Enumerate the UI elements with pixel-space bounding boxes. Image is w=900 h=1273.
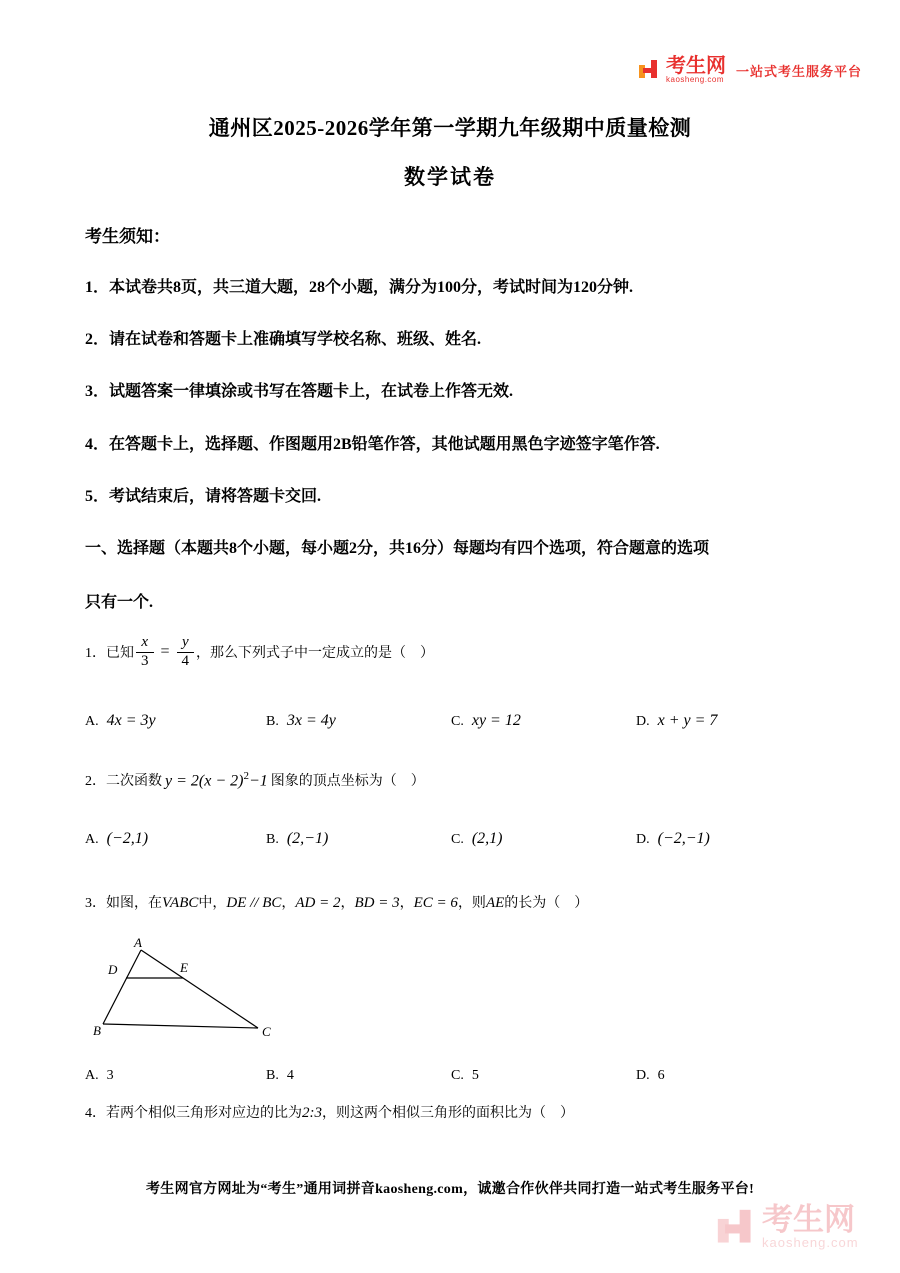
question-3 — [85, 892, 588, 912]
fraction-y-over-4 — [177, 634, 195, 670]
option-formula: (−2,1) — [106, 830, 149, 847]
ae-segment: AE — [485, 895, 505, 911]
notice-item-3: 3．试题答案一律填涂或书写在答题卡上，在试卷上作答无效. — [85, 383, 514, 400]
fraction-x-over-3 — [136, 634, 154, 670]
option-c — [451, 712, 636, 730]
option-c — [451, 1066, 636, 1084]
option-formula: (−2,−1) — [657, 830, 710, 847]
figure-label-b: B — [93, 1023, 101, 1038]
notice-heading: 考生须知： — [85, 227, 170, 246]
question-3-text: ，则 — [457, 896, 486, 911]
question-3-options — [85, 1066, 815, 1084]
formula-exponent: 2 — [243, 770, 249, 782]
question-1-prefix: 1．已知 — [85, 646, 134, 661]
option-formula: (2,1) — [471, 830, 503, 847]
fraction-denominator: 3 — [141, 652, 149, 669]
option-label: D. — [636, 832, 650, 847]
question-4 — [85, 1102, 574, 1122]
notice-item-1: 1．本试卷共8页，共三道大题，28个小题，满分为100分，考试时间为120分钟. — [85, 279, 634, 296]
option-formula: x + y = 7 — [657, 712, 718, 729]
option-d — [636, 712, 815, 730]
option-label: A. — [85, 714, 99, 729]
logo-text-block — [666, 56, 726, 85]
option-a — [85, 830, 266, 848]
option-label: B. — [266, 714, 279, 729]
page-subtitle: 数学试卷 — [404, 165, 496, 189]
option-label: D. — [636, 1068, 650, 1083]
fraction-numerator: x — [136, 634, 154, 652]
triangle-abc: VABC — [162, 895, 199, 911]
footer-watermark — [716, 1204, 859, 1252]
footer-note: 考生网官方网址为“考生”通用词拼音kaosheng.com，诚邀合作伙伴共同打造一站式考生服务平台! — [145, 1182, 755, 1197]
logo-domain-text: kaosheng.com — [666, 75, 725, 84]
fraction-denominator: 4 — [181, 652, 190, 669]
option-label: C. — [451, 1068, 464, 1083]
option-b — [266, 712, 451, 730]
question-3-text: 的长为（ ） — [504, 896, 589, 911]
figure-label-a: A — [134, 936, 142, 950]
kaosheng-logo-icon — [638, 58, 660, 82]
question-4-text: ，则这两个相似三角形的面积比为（ ） — [322, 1106, 574, 1121]
option-formula: 3x = 4y — [286, 712, 336, 729]
option-formula: xy = 12 — [471, 712, 521, 729]
option-value: 4 — [286, 1068, 294, 1083]
option-value: 5 — [471, 1068, 479, 1083]
figure-label-e: E — [180, 960, 188, 975]
option-label: B. — [266, 832, 279, 847]
page-title: 通州区2025-2026学年第一学期九年级期中质量检测 — [208, 116, 692, 140]
question-2 — [85, 770, 425, 790]
option-d — [636, 1066, 815, 1084]
option-label: C. — [451, 714, 464, 729]
notice-item-2: 2．请在试卷和答题卡上准确填写学校名称、班级、姓名. — [85, 331, 482, 348]
question-1-options — [85, 712, 815, 730]
bd-value: BD = 3 — [354, 895, 400, 911]
option-label: A. — [85, 832, 99, 847]
figure-label-d: D — [108, 962, 118, 977]
question-2-prefix: 2．二次函数 — [85, 774, 162, 790]
fraction-numerator: y — [177, 634, 195, 652]
option-value: 6 — [657, 1068, 665, 1083]
question-3-text: 中， — [198, 896, 227, 911]
section-1-heading-line-1: 一、选择题（本题共8个小题，每小题2分，共16分）每题均有四个选项，符合题意的选项 — [85, 540, 710, 557]
parallel-statement: DE // BC — [226, 895, 282, 911]
logo-tagline-text: 一站式考生服务平台 — [736, 63, 863, 79]
watermark-domain-text: kaosheng.com — [762, 1235, 859, 1250]
ec-value: EC = 6 — [413, 895, 458, 911]
question-3-text: ， — [340, 896, 355, 911]
option-formula: 4x = 3y — [106, 712, 156, 729]
ad-value: AD = 2 — [295, 895, 341, 911]
triangle-side-ac — [141, 950, 258, 1028]
question-3-text: ， — [281, 896, 296, 911]
question-4-text: 4．若两个相似三角形对应边的比为 — [85, 1106, 302, 1121]
question-3-text: 3．如图，在 — [85, 896, 162, 911]
option-label: C. — [451, 832, 464, 847]
question-3-text: ， — [399, 896, 414, 911]
option-label: D. — [636, 714, 650, 729]
logo-brand-text: 考生网 — [666, 55, 726, 77]
triangle-side-bc — [103, 1024, 258, 1028]
equals-sign: = — [160, 643, 170, 660]
question-2-options — [85, 830, 815, 848]
figure-label-c: C — [262, 1024, 271, 1039]
ratio-value: 2:3 — [302, 1105, 322, 1121]
option-b — [266, 1066, 451, 1084]
option-label: B. — [266, 1068, 279, 1083]
question-1 — [85, 630, 434, 674]
option-formula: (2,−1) — [286, 830, 329, 847]
option-value: 3 — [106, 1068, 114, 1083]
notice-item-5: 5．考试结束后，请将答题卡交回. — [85, 488, 322, 505]
question-3-figure — [93, 936, 283, 1040]
question-2-formula — [165, 770, 268, 790]
notice-item-4: 4．在答题卡上，选择题、作图题用2B铅笔作答，其他试题用黑色字迹签字笔作答. — [85, 436, 660, 453]
formula-main: y = 2(x − 2) — [165, 772, 244, 790]
kaosheng-watermark-icon — [716, 1205, 756, 1251]
question-2-suffix: 图象的顶点坐标为（ ） — [270, 774, 425, 790]
option-d — [636, 830, 815, 848]
option-a — [85, 1066, 266, 1084]
formula-tail: −1 — [248, 772, 268, 790]
watermark-brand-text: 考生网 — [762, 1202, 855, 1237]
option-b — [266, 830, 451, 848]
option-a — [85, 712, 266, 730]
option-c — [451, 830, 636, 848]
question-1-suffix: ，那么下列式子中一定成立的是（ ） — [196, 646, 435, 661]
watermark-text-block — [762, 1204, 859, 1252]
site-logo — [638, 56, 862, 85]
section-1-heading-line-2: 只有一个. — [85, 594, 154, 611]
option-label: A. — [85, 1068, 99, 1083]
